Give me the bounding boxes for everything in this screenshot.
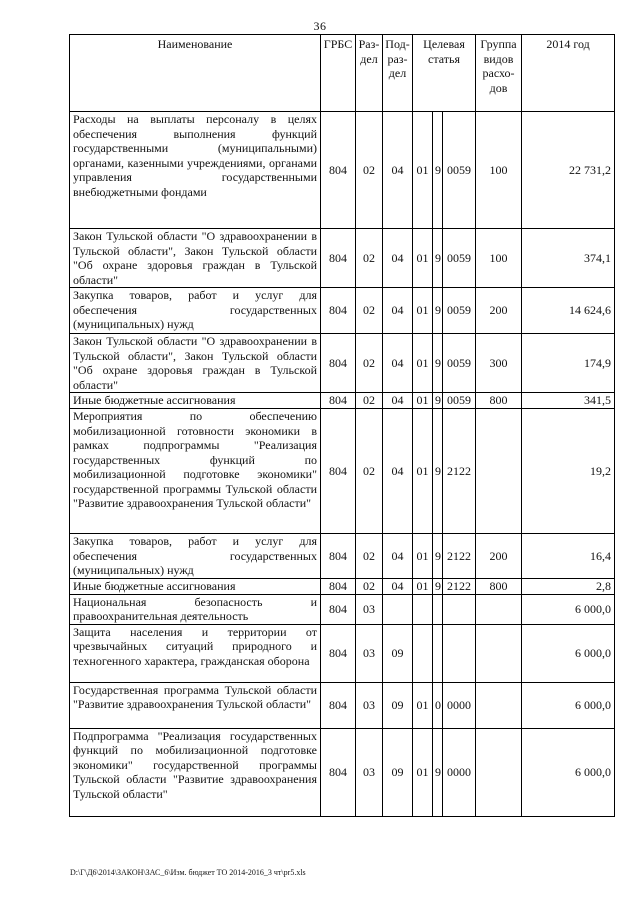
row-celevaya-part2 xyxy=(433,624,443,682)
row-podrazdel: 09 xyxy=(383,624,413,682)
header-gruppa: Группа видов расхо-дов xyxy=(476,35,522,112)
row-celevaya-part1: 01 xyxy=(413,334,433,393)
row-celevaya-part3: 0059 xyxy=(443,229,476,288)
row-razdel: 02 xyxy=(356,288,383,334)
row-sum: 14 624,6 xyxy=(522,288,615,334)
row-name: Закон Тульской области "О здравоохранении в Тульской области", Закон Тульской области "Об охране здоровья граждан в Тульской области" xyxy=(70,334,321,393)
row-name: Мероприятия по обеспечению мобилизационной готовности экономики в рамках подпрограммы "Реализация государственных функций по мобилизационной подготовке экономики" государственной программы Тульской области "Развитие здравоохранения Тульской области" xyxy=(70,409,321,534)
header-row xyxy=(70,35,615,112)
row-razdel: 03 xyxy=(356,728,383,816)
row-sum: 22 731,2 xyxy=(522,112,615,229)
row-gruppa: 300 xyxy=(476,334,522,393)
budget-table xyxy=(69,34,615,817)
row-celevaya-part3: 0059 xyxy=(443,393,476,409)
row-sum: 6 000,0 xyxy=(522,594,615,624)
row-podrazdel: 09 xyxy=(383,728,413,816)
row-sum: 16,4 xyxy=(522,534,615,579)
row-celevaya-part3: 0059 xyxy=(443,112,476,229)
row-gruppa xyxy=(476,728,522,816)
row-gruppa: 200 xyxy=(476,288,522,334)
row-podrazdel: 04 xyxy=(383,393,413,409)
row-name: Защита населения и территории от чрезвычайных ситуаций природного и техногенного характера, гражданская оборона xyxy=(70,624,321,682)
row-celevaya-part3: 0059 xyxy=(443,334,476,393)
row-name: Закупка товаров, работ и услуг для обеспечения государственных (муниципальных) нужд xyxy=(70,534,321,579)
row-razdel: 02 xyxy=(356,334,383,393)
table-row xyxy=(70,578,615,594)
row-sum: 6 000,0 xyxy=(522,624,615,682)
row-podrazdel: 04 xyxy=(383,534,413,579)
row-celevaya-part2: 9 xyxy=(433,728,443,816)
row-gruppa xyxy=(476,682,522,728)
row-celevaya-part1: 01 xyxy=(413,288,433,334)
row-gruppa xyxy=(476,624,522,682)
header-razdel: Раз-дел xyxy=(356,35,383,112)
row-celevaya-part2: 0 xyxy=(433,682,443,728)
row-grbs: 804 xyxy=(321,578,356,594)
table-row xyxy=(70,682,615,728)
row-sum: 19,2 xyxy=(522,409,615,534)
row-celevaya-part1: 01 xyxy=(413,728,433,816)
row-gruppa xyxy=(476,409,522,534)
row-podrazdel: 09 xyxy=(383,682,413,728)
row-grbs: 804 xyxy=(321,229,356,288)
row-grbs: 804 xyxy=(321,393,356,409)
row-razdel: 02 xyxy=(356,393,383,409)
row-grbs: 804 xyxy=(321,728,356,816)
row-grbs: 804 xyxy=(321,288,356,334)
row-celevaya-part3: 2122 xyxy=(443,578,476,594)
row-name: Закон Тульской области "О здравоохранении в Тульской области", Закон Тульской области "Об охране здоровья граждан в Тульской области" xyxy=(70,229,321,288)
table-row xyxy=(70,112,615,229)
row-razdel: 02 xyxy=(356,229,383,288)
row-podrazdel xyxy=(383,594,413,624)
row-gruppa: 100 xyxy=(476,229,522,288)
row-celevaya-part2: 9 xyxy=(433,534,443,579)
row-razdel: 02 xyxy=(356,578,383,594)
row-grbs: 804 xyxy=(321,624,356,682)
row-podrazdel: 04 xyxy=(383,409,413,534)
header-celevaya-statya: Целевая статья xyxy=(413,35,476,112)
row-podrazdel: 04 xyxy=(383,334,413,393)
row-name: Расходы на выплаты персоналу в целях обеспечения выполнения функций государственными (муниципальными) органами, казенными учреждениями, органами управления государственными внебюджетными фондами xyxy=(70,112,321,229)
row-celevaya-part2: 9 xyxy=(433,288,443,334)
row-celevaya-part1: 01 xyxy=(413,393,433,409)
row-gruppa: 200 xyxy=(476,534,522,579)
row-celevaya-part2: 9 xyxy=(433,112,443,229)
row-sum: 374,1 xyxy=(522,229,615,288)
row-celevaya-part2: 9 xyxy=(433,409,443,534)
row-name: Государственная программа Тульской области "Развитие здравоохранения Тульской области" xyxy=(70,682,321,728)
row-celevaya-part2: 9 xyxy=(433,229,443,288)
row-celevaya-part3 xyxy=(443,624,476,682)
table-row xyxy=(70,409,615,534)
row-grbs: 804 xyxy=(321,112,356,229)
row-sum: 2,8 xyxy=(522,578,615,594)
row-podrazdel: 04 xyxy=(383,229,413,288)
row-grbs: 804 xyxy=(321,682,356,728)
row-podrazdel: 04 xyxy=(383,288,413,334)
row-name: Национальная безопасность и правоохранительная деятельность xyxy=(70,594,321,624)
row-sum: 6 000,0 xyxy=(522,728,615,816)
row-celevaya-part1: 01 xyxy=(413,682,433,728)
row-celevaya-part3: 2122 xyxy=(443,534,476,579)
row-celevaya-part1: 01 xyxy=(413,229,433,288)
page-number: 36 xyxy=(313,19,327,33)
table-row xyxy=(70,393,615,409)
row-sum: 174,9 xyxy=(522,334,615,393)
row-sum: 6 000,0 xyxy=(522,682,615,728)
row-razdel: 03 xyxy=(356,682,383,728)
row-celevaya-part3 xyxy=(443,594,476,624)
header-grbs: ГРБС xyxy=(321,35,356,112)
row-razdel: 02 xyxy=(356,534,383,579)
row-celevaya-part1 xyxy=(413,624,433,682)
row-celevaya-part1: 01 xyxy=(413,534,433,579)
row-celevaya-part2: 9 xyxy=(433,393,443,409)
row-celevaya-part3: 0000 xyxy=(443,728,476,816)
row-celevaya-part1 xyxy=(413,594,433,624)
row-name: Закупка товаров, работ и услуг для обеспечения государственных (муниципальных) нужд xyxy=(70,288,321,334)
table-row xyxy=(70,534,615,579)
row-name: Иные бюджетные ассигнования xyxy=(70,393,321,409)
row-celevaya-part3: 0059 xyxy=(443,288,476,334)
header-name: Наименование xyxy=(70,35,321,112)
row-gruppa: 800 xyxy=(476,578,522,594)
row-celevaya-part2: 9 xyxy=(433,578,443,594)
table-row xyxy=(70,624,615,682)
row-sum: 341,5 xyxy=(522,393,615,409)
row-celevaya-part3: 2122 xyxy=(443,409,476,534)
header-podrazdel: Под-раз-дел xyxy=(383,35,413,112)
row-razdel: 03 xyxy=(356,624,383,682)
row-razdel: 02 xyxy=(356,409,383,534)
row-grbs: 804 xyxy=(321,334,356,393)
row-grbs: 804 xyxy=(321,594,356,624)
row-razdel: 02 xyxy=(356,112,383,229)
row-grbs: 804 xyxy=(321,534,356,579)
row-celevaya-part2 xyxy=(433,594,443,624)
row-grbs: 804 xyxy=(321,409,356,534)
row-gruppa: 800 xyxy=(476,393,522,409)
table-row xyxy=(70,728,615,816)
row-podrazdel: 04 xyxy=(383,578,413,594)
row-celevaya-part1: 01 xyxy=(413,409,433,534)
file-path-footer: D:\Г\Д6\2014\ЗАКОН\ЗАС_6\Изм. бюджет ТО 2014-2016_3 чт\pr5.xls xyxy=(70,868,306,877)
row-celevaya-part2: 9 xyxy=(433,334,443,393)
row-celevaya-part1: 01 xyxy=(413,112,433,229)
row-gruppa xyxy=(476,594,522,624)
table-body xyxy=(70,112,615,817)
row-podrazdel: 04 xyxy=(383,112,413,229)
row-celevaya-part1: 01 xyxy=(413,578,433,594)
row-name: Иные бюджетные ассигнования xyxy=(70,578,321,594)
table-row xyxy=(70,594,615,624)
header-year: 2014 год xyxy=(522,35,615,112)
row-razdel: 03 xyxy=(356,594,383,624)
table-row xyxy=(70,288,615,334)
table-row xyxy=(70,334,615,393)
row-celevaya-part3: 0000 xyxy=(443,682,476,728)
table-row xyxy=(70,229,615,288)
row-name: Подпрограмма "Реализация государственных функций по мобилизационной подготовке экономики" государственной программы Тульской области "Развитие здравоохранения Тульской области" xyxy=(70,728,321,816)
row-gruppa: 100 xyxy=(476,112,522,229)
